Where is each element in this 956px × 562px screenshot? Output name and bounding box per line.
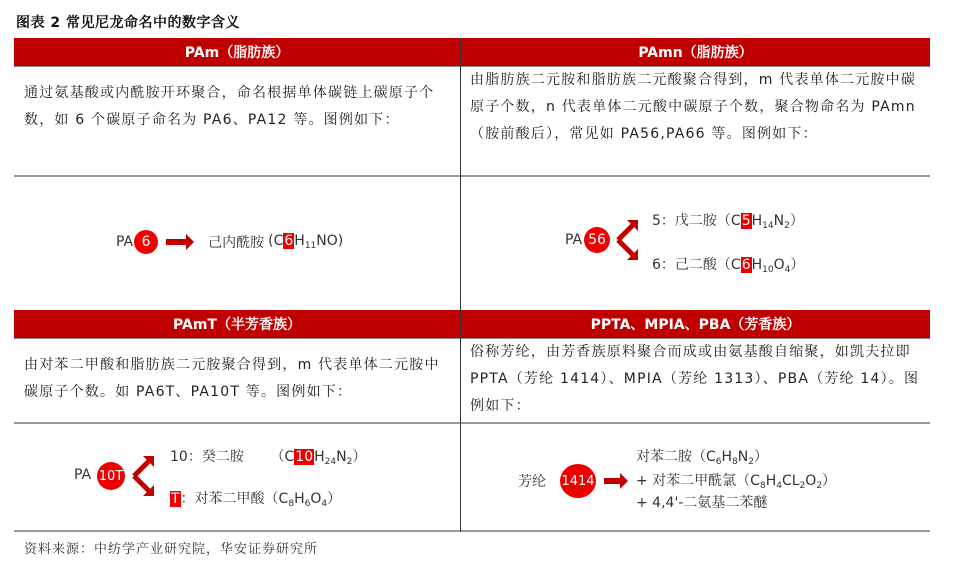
highlight-digit: 5 (741, 213, 751, 229)
prefix: 芳纶 (518, 474, 546, 490)
header-pamt: PAmT（半芳香族） (14, 310, 460, 339)
header-pam: PAm（脂肪族） (14, 38, 460, 67)
compound-name: 己内酰胺 (208, 235, 265, 251)
diagram-pa10t: PA 10T 10：癸二胺 $(C10H_{24}N_2)$ T：对苯二甲酸$(C_8H_6O_4)$ (74, 449, 367, 509)
figure-title: 图表 2 常见尼龙命名中的数字含义 (16, 15, 240, 31)
highlight-digit: 10 (295, 449, 314, 465)
description-pamn: 由脂肪族二元胺和脂肪族二元酸聚合得到，m 代表单体二元胺中碳原子个数，n 代表单体二元酸中碳原子个数，聚合物命名为 PAmn（胺前酸后），常见如 PA56,PA66 等。图例如下： (470, 72, 917, 142)
reactant-line: + 对苯二甲酰氯$(C_8H_4CL_2O_2)$ (636, 473, 837, 491)
header-pamn: PAmn（脂肪族） (461, 38, 930, 67)
fork-arrow-icon (132, 454, 156, 498)
prefix: PA (116, 234, 134, 250)
description-pamt: 由对苯二甲酸和脂肪族二元胺聚合得到，m 代表单体二元胺中碳原子个数。如 PA6T、PA10T 等。图例如下： (24, 357, 440, 400)
source-note: 资料来源：中纺学产业研究院，华安证券研究所 (24, 542, 319, 557)
row-divider (14, 175, 930, 177)
number-badge: 56 (584, 227, 610, 253)
highlight-digit: 6 (284, 233, 294, 249)
reactant-line: + 4,4'-二氨基二苯醚 (636, 495, 768, 511)
reactant-line: 对苯二胺$(C_6H_8N_2)$ (636, 449, 768, 467)
description-pam: 通过氨基酸或内酰胺开环聚合，命名根据单体碳链上碳原子个数，如 6 个碳原子命名为 PA6、PA12 等。图例如下： (24, 85, 435, 128)
fork-arrow-icon (616, 218, 640, 262)
highlight-digit: 6 (741, 257, 751, 273)
number-badge: 6 (134, 230, 158, 254)
number-badge: 1414 (560, 464, 596, 498)
right-arrow-icon (604, 473, 632, 489)
number-badge: 10T (97, 462, 125, 490)
description-aramid: 俗称芳纶，由芳香族原料聚合而成或由氨基酸自缩聚，如凯夫拉即 PPTA（芳纶 1414）、MPIA（芳纶 1313）、PBA（芳纶 14）。图例如下： (470, 344, 920, 414)
header-aramid: PPTA、MPIA、PBA（芳香族） (461, 310, 930, 339)
prefix: PA (74, 467, 92, 483)
table-bottom-border (14, 530, 930, 532)
diagram-pa6: PA 6 己内酰胺 $(C6H_{11}NO)$ (116, 230, 343, 254)
right-arrow-icon (166, 234, 202, 250)
column-divider (460, 38, 461, 532)
prefix: PA (565, 232, 583, 248)
diagram-pa56: PA 56 5：戊二胺$(C5H_{14}N_2)$ 6：己二酸$(C6H_{10}O_4)$ (565, 213, 805, 275)
diagram-aramid-1414 (518, 446, 918, 516)
row-divider (14, 422, 930, 424)
highlight-letter: T (171, 491, 180, 507)
